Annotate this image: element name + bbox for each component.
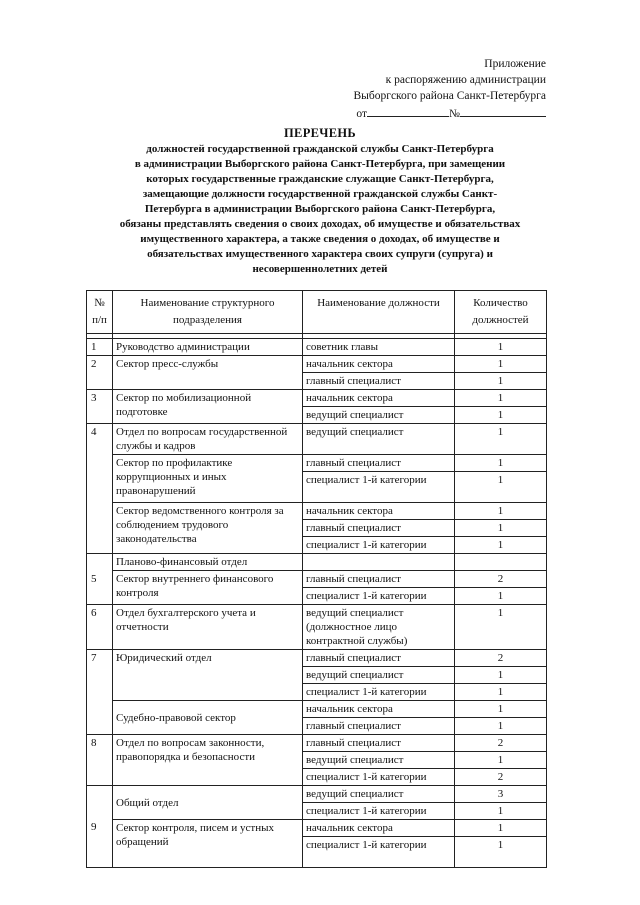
table-header <box>87 291 547 334</box>
position-count: 2 <box>455 769 547 786</box>
position-name: главный специалист <box>303 520 455 537</box>
table-row <box>87 356 547 373</box>
positions-table <box>86 290 547 868</box>
position-count: 1 <box>455 356 547 373</box>
number-blank <box>460 104 546 117</box>
position-count: 1 <box>455 503 547 520</box>
position-name: ведущий специалист (должностное лицо контрактной службы) <box>303 605 455 650</box>
date-number-line <box>340 104 546 122</box>
date-blank <box>367 104 449 117</box>
position-count: 1 <box>455 472 547 503</box>
position-count: 1 <box>455 373 547 390</box>
position-name: начальник сектора <box>303 356 455 373</box>
appendix-block <box>340 56 546 122</box>
position-name: ведущий специалист <box>303 786 455 803</box>
position-name: начальник сектора <box>303 503 455 520</box>
position-name: специалист 1-й категории <box>303 588 455 605</box>
position-count: 3 <box>455 786 547 803</box>
position-count: 1 <box>455 588 547 605</box>
subunit-name: Судебно-правовой сектор <box>113 701 303 735</box>
unit-name: Руководство администрации <box>113 339 303 356</box>
position-name: специалист 1-й категории <box>303 803 455 820</box>
table-row <box>87 571 547 588</box>
row-number: 3 <box>87 390 113 424</box>
position-name: начальник сектора <box>303 820 455 837</box>
header-position: Наименование должности <box>303 291 455 334</box>
position-count: 1 <box>455 803 547 820</box>
appendix-order: к распоряжению администрации <box>385 74 546 86</box>
position-count: 1 <box>455 537 547 554</box>
unit-name: Сектор пресс-службы <box>113 356 303 390</box>
position-count: 1 <box>455 455 547 472</box>
position-name: специалист 1-й категории <box>303 769 455 786</box>
position-count: 1 <box>455 837 547 868</box>
title-line: обязательствах имущественного характера своих супруги (супруга) и <box>147 248 493 260</box>
title-line: должностей государственной гражданской службы Санкт-Петербурга <box>146 143 494 155</box>
unit-name: Отдел по вопросам государственной службы и кадров <box>113 424 303 455</box>
appendix-title: Приложение <box>484 58 546 70</box>
table-row <box>87 786 547 803</box>
position-count: 1 <box>455 390 547 407</box>
title-heading: ПЕРЕЧЕНЬ <box>284 126 356 140</box>
position-count: 2 <box>455 735 547 752</box>
position-name: специалист 1-й категории <box>303 472 455 503</box>
title-line: несовершеннолетних детей <box>252 263 388 275</box>
position-name: главный специалист <box>303 650 455 667</box>
position-name: начальник сектора <box>303 701 455 718</box>
table-row <box>87 820 547 837</box>
position-count: 1 <box>455 667 547 684</box>
position-name: главный специалист <box>303 718 455 735</box>
table-row <box>87 455 547 472</box>
row-number: 2 <box>87 356 113 390</box>
table-row <box>87 701 547 718</box>
unit-name: Сектор внутреннего финансового контроля <box>113 571 303 605</box>
header-count: Количество должностей <box>455 291 547 334</box>
position-name: ведущий специалист <box>303 407 455 424</box>
unit-name: Отдел бухгалтерского учета и отчетности <box>113 605 303 650</box>
position-count: 1 <box>455 407 547 424</box>
date-label: от <box>356 108 368 120</box>
unit-name: Юридический отдел <box>113 650 303 701</box>
unit-name: Общий отдел <box>113 786 303 820</box>
position-name: специалист 1-й категории <box>303 537 455 554</box>
position-count: 1 <box>455 520 547 537</box>
position-name: главный специалист <box>303 735 455 752</box>
subunit-name: Сектор по профилактике коррупционных и иных правонарушений <box>113 455 303 503</box>
row-number: 5 <box>87 571 113 605</box>
unit-name: Сектор по мобилизационной подготовке <box>113 390 303 424</box>
position-count: 1 <box>455 424 547 455</box>
position-count: 1 <box>455 684 547 701</box>
row-number: 6 <box>87 605 113 650</box>
subunit-name: Сектор контроля, писем и устных обращений <box>113 820 303 868</box>
position-count: 1 <box>455 701 547 718</box>
title-line: в администрации Выборгского района Санкт-Петербурга, при замещении <box>134 158 506 170</box>
document-title <box>90 126 550 277</box>
position-name: специалист 1-й категории <box>303 684 455 701</box>
header-unit: Наименование структурного подразделения <box>113 291 303 334</box>
unit-name: Отдел по вопросам законности, правопорядка и безопасности <box>113 735 303 786</box>
position-name: специалист 1-й категории <box>303 837 455 868</box>
position-name: начальник сектора <box>303 390 455 407</box>
position-name: главный специалист <box>303 373 455 390</box>
position-name: главный специалист <box>303 455 455 472</box>
position-count: 1 <box>455 605 547 650</box>
table-row <box>87 424 547 455</box>
row-number: 9 <box>87 786 113 868</box>
position-name: ведущий специалист <box>303 752 455 769</box>
row-number: 8 <box>87 735 113 786</box>
title-line: которых государственные гражданские служащие Санкт-Петербурга, <box>146 173 494 185</box>
table-row <box>87 650 547 667</box>
title-line: имущественного характера, а также сведения о доходах, об имуществе и <box>140 233 500 245</box>
position-count: 1 <box>455 752 547 769</box>
row-number: 1 <box>87 339 113 356</box>
table-row <box>87 605 547 650</box>
title-line: обязаны представлять сведения о своих доходах, об имуществе и обязательствах <box>119 218 521 230</box>
table-row <box>87 339 547 356</box>
position-name: главный специалист <box>303 571 455 588</box>
table-row <box>87 503 547 520</box>
position-name: ведущий специалист <box>303 424 455 455</box>
position-count: 2 <box>455 571 547 588</box>
number-label: № <box>449 108 460 120</box>
subunit-name: Сектор ведомственного контроля за соблюдением трудового законодательства <box>113 503 303 554</box>
table-row <box>87 554 547 571</box>
header-num: № п/п <box>87 291 113 334</box>
position-count: 1 <box>455 339 547 356</box>
row-number-blank <box>87 554 113 571</box>
title-line: замещающие должности государственной гражданской службы Санкт- <box>142 188 498 200</box>
appendix-district: Выборгского района Санкт-Петербурга <box>353 90 546 102</box>
position-count: 1 <box>455 718 547 735</box>
position-count: 2 <box>455 650 547 667</box>
title-line: Петербурга в администрации Выборгского района Санкт-Петербурга, <box>144 203 496 215</box>
table-row <box>87 735 547 752</box>
row-number: 4 <box>87 424 113 554</box>
position-name: советник главы <box>303 339 455 356</box>
table-row <box>87 390 547 407</box>
department-name: Планово-финансовый отдел <box>113 554 303 571</box>
position-name: ведущий специалист <box>303 667 455 684</box>
row-number: 7 <box>87 650 113 735</box>
position-count: 1 <box>455 820 547 837</box>
